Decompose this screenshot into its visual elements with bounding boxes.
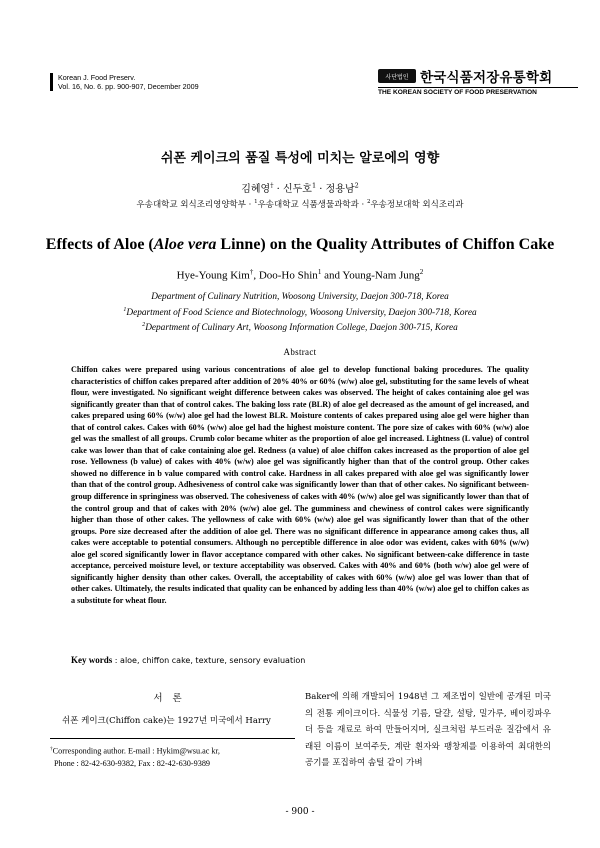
page-number: - 900 - [285,807,315,817]
abstract-body: Chiffon cakes were prepared using various concentrations of aloe gel to develop functional baking procedures. The quality characteristics of chiffon cakes prepared after addition of 20% 40% or 60% (w/w) aloe gel, substituting for the same levels of wheat flour, were investigated. No significant weight difference between cakes was observed. The height of cakes containing aloe gel was significantly greater than that of control cakes. The baking loss rate (BLR) of aloe gel decreased as the amount of gel increased, and cakes prepared using 60% (w/w) aloe gel had the lowest BLR. Moisture contents of cakes prepared using aloe gel were higher than that of control cakes. Cakes with 60% (w/w) aloe gel had the highest moisture content. The pore size of cakes with 60% (w/w) aloe gel was the smallest of all groups. Crumb color became whiter as the proportion of aloe gel increased. Lightness (L value) of control cake was lower than that of cake containing aloe gel. Redness (a value) of aloe chiffon cakes increased as the proportion of aloe gel rose. Yellowness (b value) of cakes with 40% (w/w) aloe gel was significantly higher than that of the control group. Other cakes showed no difference in b value compared with control cake. Hardness in all cakes prepared with aloe gel was significantly lower than that of the control group. Adhesiveness of control cake was significantly lower than that of other cakes. No significant between-group difference in springiness was observed. The cohesiveness of cakes with 40% (w/w) aloe gel was significantly lower than that of the control group and that of cakes with 20% (w/w) aloe gel. The gumminess and chewiness of control cakes were significantly higher than those of other cakes. The yellowness of cake with 60% (w/w) aloe gel was significantly lower than that of the other groups. Pore size decreased after the addition of aloe gel. There was no significant difference in appearance among cakes thus, all cakes were acceptable to potential consumers. Although no perceptible difference in aloe odor was evident, cakes with 60% (w/w) aloe gel scored significantly lower in flavor acceptance compared with other cakes. No significant between-cake difference in taste acceptance, perceived moisture level, or texture acceptability was observed. Cakes with 40% and 60% (both w/w) aloe gel were of significantly higher density than other cakes. Overall, the acceptability of cakes with 60% (w/w) aloe gel was lower than that of other cakes. Ultimately, the results indicated that quality can be enhanced by adding less than 40% (w/w) aloe gel to chiffon cakes as a substitute for wheat flour. [71,365,529,605]
affil-mark: 2 [366,199,371,206]
society-name-english: THE KOREAN SOCIETY OF FOOD PRESERVATION [378,87,578,96]
affil-mark: 1 [123,306,127,313]
footnote-line-1 [50,743,295,758]
journal-name: Korean J. Food Preserv. [58,73,136,82]
society-emblem-icon: 사단법인 [378,69,416,83]
author-mark: † [249,268,254,276]
korean-affil-2: 우송대학교 식품생물과학과 · [257,200,367,210]
korean-affiliations [0,198,600,210]
korean-author-2: · 신두호 [273,184,312,195]
english-affil-3-line [0,319,600,335]
english-author-3: and Young-Nam Jung [321,269,420,282]
author-mark: 1 [311,181,317,190]
keywords-label: Key words [71,655,113,665]
author-mark: 2 [354,181,359,190]
society-name-korean: 한국식품저장유통학회 [420,70,553,86]
corresponding-author-footnote [50,738,295,770]
korean-affil-3: 우송정보대학 외식조리과 [370,200,464,210]
korean-affil-1: 우송대학교 외식조리영양학부 · [136,200,255,210]
affil-mark: 2 [142,322,146,329]
species-name: Aloe vera [153,236,217,253]
society-logo-block [378,66,578,96]
section-heading-introduction: 서론 [153,693,192,704]
author-mark: 1 [317,268,322,276]
keywords [71,655,305,665]
journal-citation [50,73,199,91]
english-title [0,236,600,254]
english-title-part: Linne) on the Quality Attributes of Chiffon Cake [216,236,555,253]
journal-volume: Vol. 16, No. 6. pp. 900-907, December 2009 [58,82,199,91]
abstract-heading: Abstract [283,347,317,357]
english-author-2: , Doo-Ho Shin [253,269,318,282]
author-mark: † [270,181,274,190]
english-author-1: Hye-Young Kim [176,269,250,282]
korean-author-3: · 정용남 [316,184,355,195]
intro-left-column: 쉬폰 케이크(Chiffon cake)는 1927년 미국에서 Harry [62,716,271,726]
footnote-mark: † [50,746,53,752]
footnote-email: Corresponding author. E-mail : Hykim@wsu.ac kr, [52,746,220,756]
english-affil-1: Department of Culinary Nutrition, Woosong University, Daejon 300-718, Korea [151,292,449,302]
english-title-part: Effects of Aloe ( [45,236,154,253]
korean-authors [0,180,600,195]
english-affil-3: Department of Culinary Art, Woosong Information College, Daejon 300-715, Korea [145,323,458,334]
affil-mark: 1 [254,199,258,206]
english-authors [0,268,600,282]
english-affiliations [0,291,600,335]
english-affil-2: Department of Food Science and Biotechnology, Woosong University, Daejon 300-718, Korea [126,307,477,318]
keywords-list: : aloe, chiffon cake, texture, sensory evaluation [114,656,306,665]
korean-author-1: 김혜영 [241,184,271,195]
author-mark: 2 [419,268,424,276]
intro-right-column: Baker에 의해 개발되어 1948년 그 제조법이 일반에 공개된 미국의 전통 케이크이다. 식물성 기름, 달걀, 설탕, 밀가루, 베이킹파우더 등을 재료로 하여 만들어지며, 실크처럼 부드러운 질감에서 유래된 이름이 보여주듯, 계란 흰자와 팽창제를 이용하여 최대한의 공기를 포집하여 솜털 같이 가벼 [305,692,551,769]
english-affil-2-line [0,304,600,320]
korean-title: 쉬폰 케이크의 품질 특성에 미치는 알로에의 영향 [160,151,440,166]
footnote-phone: Phone : 82-42-630-9382, Fax : 82-42-630-9389 [54,758,211,768]
